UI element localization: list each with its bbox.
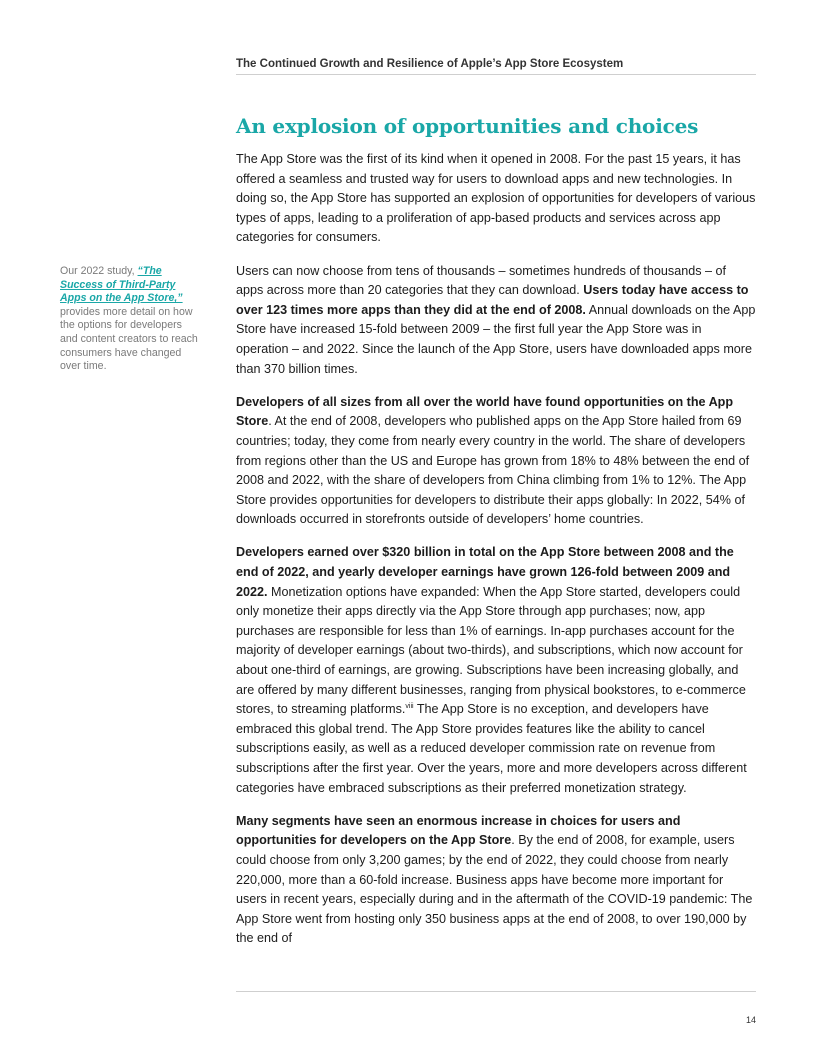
paragraph-segments-highlight: Many segments have seen an enormous increase in choices for users and opportunities for developers on the App Store <box>236 813 681 848</box>
sidenote-prefix: Our 2022 study, <box>60 265 138 277</box>
endnote-marker: viii <box>405 703 414 711</box>
paragraph-earnings-rest: The App Store is no exception, and developers have embraced this global trend. The App Store provides features like the ability to cancel subscriptions easily, as well as a reduced developer commission rate on revenue from subscriptions after the first year. Over the years, more and more developers across different categories have embraced subscriptions as their preferred monetization strategy. <box>236 702 747 795</box>
paragraph-developers-rest: . At the end of 2008, developers who published apps on the App Store hailed from 69 countries; today, they come from nearly every country in the world. The share of developers from regions other than the US and Europe has grown from 18% to 48% between the end of 2008 and 2022, with the share of developers from China climbing from 1% to 12%. The App Store provides opportunities for developers to distribute their apps globally: In 2022, 54% of downloads occurred in storefronts outside of developers’ home countries. <box>236 414 750 527</box>
paragraph-earnings-highlight: Developers earned over $320 billion in total on the App Store between 2008 and the end of 2022, and yearly developer earnings have grown 126-fold between 2009 and 2022. <box>236 545 734 599</box>
paragraph-users <box>236 262 756 380</box>
running-header: The Continued Growth and Resilience of Apple’s App Store Ecosystem <box>236 58 756 75</box>
body-text <box>236 150 756 963</box>
sidenote-suffix: provides more detail on how the options for developers and content creators to reach consumers have changed over time. <box>60 305 198 373</box>
footer-rule <box>236 991 756 992</box>
study-link[interactable]: “The Success of Third-Party Apps on the App Store,” <box>60 265 183 305</box>
paragraph-users-rest: Annual downloads on the App Store have increased 15-fold between 2009 – the first full year the App Store was in operation – and 2022. Since the launch of the App Store, users have downloaded apps more than 370 billion times. <box>236 302 756 376</box>
section-title: An explosion of opportunities and choices <box>236 114 699 138</box>
paragraph-earnings <box>236 543 756 798</box>
paragraph-users-lead: Users can now choose from tens of thousands – sometimes hundreds of thousands – of apps across more than 20 categories that they can download. <box>236 263 727 298</box>
paragraph-segments <box>236 812 756 949</box>
paragraph-earnings-middle: Monetization options have expanded: When the App Store started, developers could only monetize their apps directly via the App Store through app purchases; now, app purchases are responsible for less than 1% of earnings. In-app purchases account for the majority of developer earnings (about two-thirds), and subscriptions, which now account for about one-third of earnings, are growing. Subscriptions have been increasing globally, and are offered by many different businesses, ranging from physical bookstores, to e-commerce stores, to streaming platforms. <box>236 584 746 717</box>
page-number: 14 <box>745 1015 756 1025</box>
paragraph-developers <box>236 393 756 530</box>
paragraph-users-highlight: Users today have access to over 123 times more apps than they did at the end of 2008. <box>236 283 749 317</box>
paragraph-segments-rest: . By the end of 2008, for example, users could choose from only 3,200 games; by the end of 2022, they could choose from nearly 220,000, more than a 60-fold increase. Business apps have become more important for users in recent years, especially during and in the aftermath of the COVID-19 pandemic: The App Store went from hosting only 350 business apps at the end of 2008, to over 190,000 by the end of <box>236 833 753 946</box>
sidenote <box>60 265 200 374</box>
paragraph-intro: The App Store was the first of its kind when it opened in 2008. For the past 15 years, it has offered a seamless and trusted way for users to download apps and new technologies. In doing so, the App Store has supported an explosion of opportunities for developers of various types of apps, leading to a proliferation of app-based products and services across app categories for consumers. <box>236 152 756 245</box>
paragraph-developers-highlight: Developers of all sizes from all over the world have found opportunities on the App Store <box>236 394 734 429</box>
